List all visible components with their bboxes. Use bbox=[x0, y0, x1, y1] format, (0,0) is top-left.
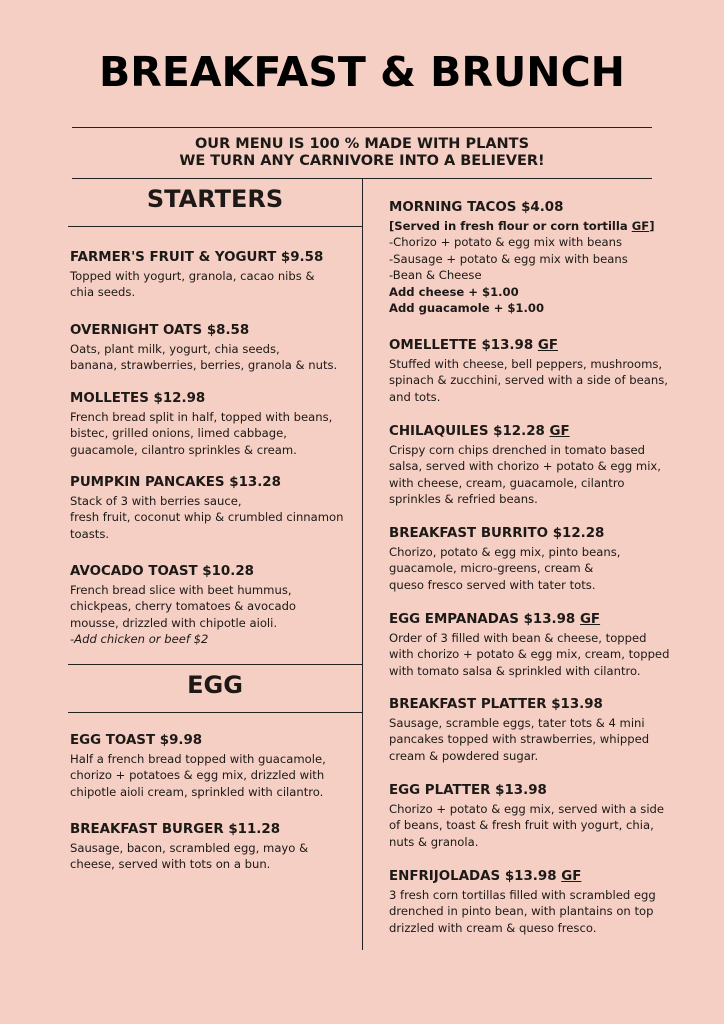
tagline bbox=[0, 136, 724, 170]
item-description: toasts. bbox=[70, 526, 110, 541]
menu-item-morning-tacos bbox=[389, 200, 655, 316]
divider-starters bbox=[68, 226, 362, 227]
item-description: sprinkles & refried beans. bbox=[389, 492, 538, 507]
item-name: EGG PLATTER $13.98 bbox=[389, 783, 547, 798]
item-name: PUMPKIN PANCAKES $13.28 bbox=[70, 475, 281, 490]
tagline-line-2: WE TURN ANY CARNIVORE INTO A BELIEVER! bbox=[179, 153, 545, 169]
item-description: 3 fresh corn tortillas filled with scrambled egg bbox=[389, 888, 656, 902]
item-name: OMELLETTE $13.98 GF bbox=[389, 338, 558, 353]
item-name: OVERNIGHT OATS $8.58 bbox=[70, 323, 250, 338]
item-name: MORNING TACOS $4.08 bbox=[389, 200, 564, 215]
menu-item-enfrijoladas bbox=[389, 869, 656, 936]
gf-badge: GF bbox=[579, 612, 601, 627]
menu-item-farmers-fruit-yogurt bbox=[70, 250, 323, 301]
menu-item-omellette bbox=[389, 338, 668, 405]
item-description: bistec, grilled onions, limed cabbage, bbox=[70, 426, 287, 441]
item-description: and tots. bbox=[389, 389, 441, 404]
item-description: cream & powdered sugar. bbox=[389, 748, 539, 763]
menu-item-breakfast-burrito bbox=[389, 526, 620, 593]
item-description: with cheese, cream, guacamole, cilantro bbox=[389, 475, 625, 490]
tortilla-note: [Served in fresh flour or corn tortilla GF] bbox=[389, 219, 655, 233]
taco-option: -Sausage + potato & egg mix with beans bbox=[389, 251, 628, 266]
item-description: Sausage, bacon, scrambled egg, mayo & bbox=[70, 841, 309, 855]
item-description: Order of 3 filled with bean & cheese, topped bbox=[389, 631, 647, 645]
item-description: Oats, plant milk, yogurt, chia seeds, bbox=[70, 342, 280, 356]
item-name: FARMER'S FRUIT & YOGURT $9.58 bbox=[70, 250, 324, 265]
item-description: salsa, served with chorizo + potato & egg mix, bbox=[389, 459, 661, 474]
item-description: Crispy corn chips drenched in tomato based bbox=[389, 443, 645, 457]
item-description: Topped with yogurt, granola, cacao nibs & bbox=[70, 269, 315, 283]
item-name: AVOCADO TOAST $10.28 bbox=[70, 564, 254, 579]
menu-item-pumpkin-pancakes bbox=[70, 475, 344, 542]
menu-item-overnight-oats bbox=[70, 323, 337, 374]
item-description: chorizo + potatoes & egg mix, drizzled with bbox=[70, 768, 325, 783]
item-description: guacamole, micro-greens, cream & bbox=[389, 561, 594, 576]
item-description: mousse, drizzled with chipotle aioli. bbox=[70, 615, 278, 630]
item-description: pancakes topped with strawberries, whipped bbox=[389, 732, 650, 747]
item-description: spinach & zucchini, served with a side of beans, bbox=[389, 373, 668, 388]
taco-option: -Bean & Cheese bbox=[389, 268, 482, 283]
item-description: Chorizo, potato & egg mix, pinto beans, bbox=[389, 545, 621, 559]
taco-addon: Add guacamole + $1.00 bbox=[389, 301, 545, 316]
item-description: of beans, toast & fresh fruit with yogurt, chia, bbox=[389, 818, 654, 833]
item-description: Sausage, scramble eggs, tater tots & 4 mini bbox=[389, 716, 645, 730]
menu-item-breakfast-burger bbox=[70, 822, 308, 873]
item-name: CHILAQUILES $12.28 GF bbox=[389, 424, 570, 439]
item-description: drenched in pinto bean, with plantains on top bbox=[389, 904, 654, 919]
item-addon-note: -Add chicken or beef $2 bbox=[70, 632, 209, 647]
section-title-egg: EGG bbox=[187, 671, 243, 699]
item-description: banana, strawberries, berries, granola & nuts. bbox=[70, 358, 338, 373]
divider-egg-top bbox=[68, 664, 362, 665]
menu-item-chilaquiles bbox=[389, 424, 661, 508]
taco-option: -Chorizo + potato & egg mix with beans bbox=[389, 235, 622, 250]
item-description: with chorizo + potato & egg mix, cream, topped bbox=[389, 647, 670, 662]
divider-egg-bottom bbox=[68, 712, 362, 713]
item-name: BREAKFAST BURRITO $12.28 bbox=[389, 526, 605, 541]
gf-badge: GF bbox=[561, 869, 582, 884]
item-name: EGG TOAST $9.98 bbox=[70, 733, 203, 748]
item-description: Half a french bread topped with guacamole, bbox=[70, 752, 326, 766]
item-description: Stuffed with cheese, bell peppers, mushrooms, bbox=[389, 357, 663, 371]
item-name: MOLLETES $12.98 bbox=[70, 391, 206, 406]
item-description: Chorizo + potato & egg mix, served with a side bbox=[389, 802, 665, 816]
divider-top bbox=[72, 127, 652, 128]
gf-badge: GF bbox=[549, 424, 570, 439]
menu-item-egg-empanadas bbox=[389, 612, 669, 679]
menu-title: BREAKFAST & BRUNCH bbox=[99, 48, 625, 96]
item-name: BREAKFAST PLATTER $13.98 bbox=[389, 697, 603, 712]
taco-addon: Add cheese + $1.00 bbox=[389, 284, 519, 299]
item-description: with tomato salsa & sprinkled with cilantro. bbox=[389, 663, 641, 678]
column-divider bbox=[362, 178, 363, 950]
item-description: Stack of 3 with berries sauce, bbox=[70, 494, 242, 508]
menu-item-egg-platter bbox=[389, 783, 664, 850]
section-title-starters: STARTERS bbox=[146, 185, 284, 213]
item-description: French bread slice with beet hummus, bbox=[70, 583, 292, 597]
item-description: cheese, served with tots on a bun. bbox=[70, 857, 271, 872]
item-description: chia seeds. bbox=[70, 285, 136, 300]
item-description: guacamole, cilantro sprinkles & cream. bbox=[70, 442, 297, 457]
gf-badge: GF bbox=[631, 219, 650, 233]
menu-item-breakfast-platter bbox=[389, 697, 649, 764]
item-description: chickpeas, cherry tomatoes & avocado bbox=[70, 599, 297, 614]
tagline-line-1: OUR MENU IS 100 % MADE WITH PLANTS bbox=[194, 136, 530, 152]
item-description: drizzled with cream & queso fresco. bbox=[389, 920, 597, 935]
item-description: queso fresco served with tater tots. bbox=[389, 577, 596, 592]
item-name: BREAKFAST BURGER $11.28 bbox=[70, 822, 281, 837]
item-description: French bread split in half, topped with beans, bbox=[70, 410, 333, 424]
menu-item-molletes bbox=[70, 391, 332, 458]
menu-item-avocado-toast bbox=[70, 564, 296, 648]
item-description: fresh fruit, coconut whip & crumbled cinnamon bbox=[70, 510, 344, 525]
gf-badge: GF bbox=[537, 338, 558, 353]
item-name: ENFRIJOLADAS $13.98 GF bbox=[389, 869, 582, 884]
item-description: nuts & granola. bbox=[389, 834, 479, 849]
item-description: chipotle aioli cream, sprinkled with cilantro. bbox=[70, 784, 324, 799]
menu-item-egg-toast bbox=[70, 733, 326, 800]
item-name: EGG EMPANADAS $13.98 GF bbox=[389, 612, 601, 627]
